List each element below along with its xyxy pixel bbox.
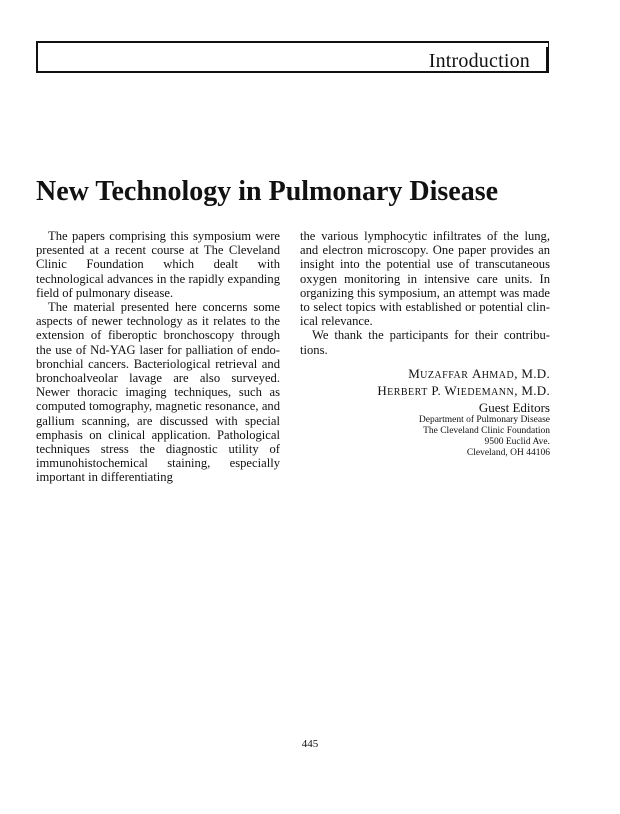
affiliation-city: Cleveland, OH 44106 bbox=[466, 448, 550, 458]
editor-role: Guest Editors bbox=[478, 400, 550, 415]
page-number: 445 bbox=[301, 738, 319, 750]
body-column-left bbox=[36, 229, 280, 485]
paragraph-1: The papers comprising this symposium were presented at a recent course at The Cleveland Clinic Foundation which dealt with technological advances in the rapidly expanding field of pulmonary disease. bbox=[36, 229, 280, 300]
body-column-right bbox=[300, 229, 550, 357]
editor-signature-block bbox=[377, 366, 550, 459]
paragraph-3: We thank the participants for their contributions. bbox=[300, 328, 550, 357]
header-rule-tick bbox=[546, 47, 549, 73]
section-header-box bbox=[36, 41, 549, 73]
article-title: New Technology in Pulmonary Disease bbox=[36, 176, 499, 207]
editor-name-2: HERBERT P. WIEDEMANN, M.D. bbox=[377, 383, 550, 398]
paragraph-2-continued: the various lymphocytic infiltrates of the lung, and electron microscopy. One paper provides an insight into the potential use of transcutaneous oxygen monitoring in intensive care units. In organizing this symposium, an attempt was made to select topics with established or potential clinical relevance. bbox=[300, 229, 550, 329]
paragraph-2: The material presented here concerns some aspects of newer technology as it relates to the extension of fiberoptic bronchoscopy through the use of Nd-YAG laser for palliation of endobronchial cancers. Bacteriological retrieval and bronchoalveolar lavage are also surveyed. Newer thoracic imaging techniques, such as computed tomography, magnetic resonance, and gallium scanning, are discussed with special emphasis on clinical application. Pathological techniques stress the diagnostic utility of immunohistochemical staining, especially important in differentiating bbox=[36, 300, 280, 485]
affiliation-department: Department of Pulmonary Disease bbox=[418, 415, 550, 425]
section-label: Introduction bbox=[428, 50, 530, 72]
affiliation-institution: The Cleveland Clinic Foundation bbox=[423, 426, 550, 436]
editor-name-1: MUZAFFAR AHMAD, M.D. bbox=[408, 366, 550, 381]
affiliation-street: 9500 Euclid Ave. bbox=[484, 437, 550, 447]
